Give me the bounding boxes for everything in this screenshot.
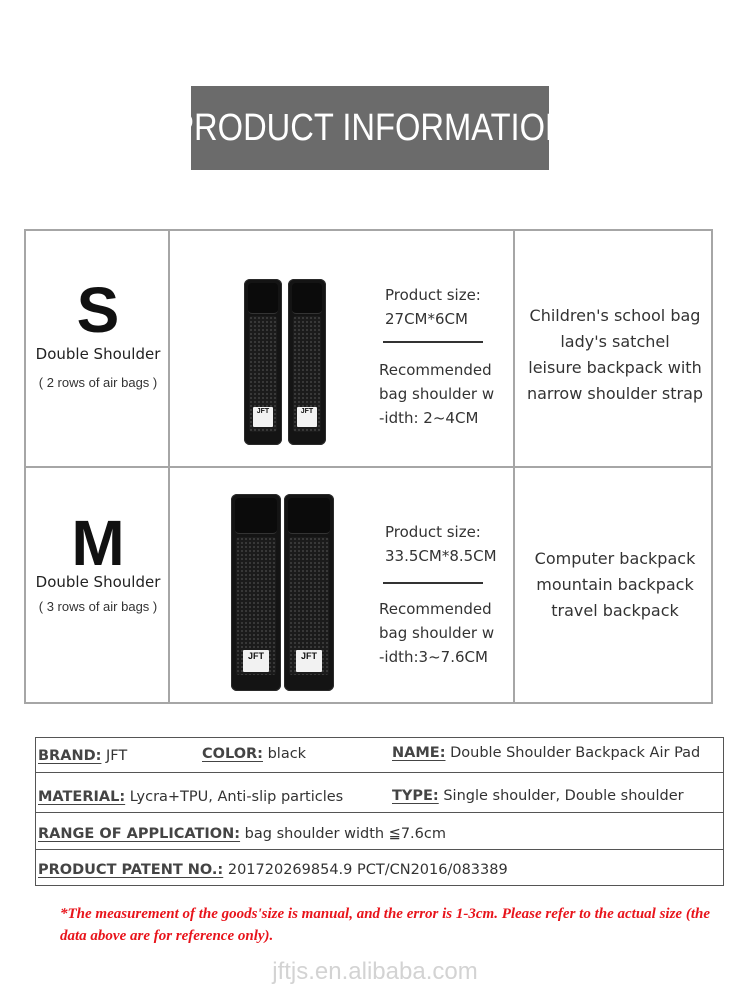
range-field: RANGE OF APPLICATION: bag shoulder width ≦7.6cm <box>38 826 446 842</box>
air-bag-rows-label: ( 3 rows of air bags ) <box>38 599 158 614</box>
usage-item: Children's school bag <box>529 306 701 325</box>
info-row <box>36 772 723 813</box>
usage-item: Computer backpack <box>534 549 696 568</box>
shoulder-pad <box>244 279 282 445</box>
usage-item: leisure backpack with <box>528 358 702 377</box>
brand-tag: JFT <box>296 650 322 672</box>
recommended-line: -idth: 2~4CM <box>379 409 479 427</box>
product-size-value: 27CM*6CM <box>385 310 468 328</box>
recommended-line: bag shoulder w <box>379 385 495 403</box>
info-row <box>36 812 723 850</box>
product-size-label: Product size: <box>385 523 481 541</box>
product-size-value: 33.5CM*8.5CM <box>385 547 497 565</box>
spec-divider <box>383 341 483 343</box>
recommended-line: Recommended <box>379 361 492 379</box>
name-field: NAME: Double Shoulder Backpack Air Pad <box>392 745 701 761</box>
shoulder-type-label: Double Shoulder <box>35 573 161 591</box>
air-bag-rows-label: ( 2 rows of air bags ) <box>38 375 158 390</box>
brand-field: BRAND: JFT <box>38 748 128 764</box>
recommended-line: bag shoulder w <box>379 624 495 642</box>
page-title-banner <box>171 86 569 170</box>
product-size-table <box>24 229 713 704</box>
shoulder-pad <box>231 494 281 691</box>
color-field: COLOR: black <box>202 746 307 762</box>
shoulder-pad <box>288 279 326 445</box>
spec-divider <box>383 582 483 584</box>
usage-list-s <box>517 303 713 407</box>
size-letter-s: S <box>76 274 120 346</box>
recommended-line: Recommended <box>379 600 492 618</box>
recommended-line: -idth:3~7.6CM <box>379 648 488 666</box>
shoulder-type-label: Double Shoulder <box>35 345 161 363</box>
watermark: jftjs.en.alibaba.com <box>272 958 478 985</box>
brand-tag: JFT <box>253 407 273 427</box>
size-letter-m: M <box>71 507 125 579</box>
usage-item: narrow shoulder strap <box>526 384 704 403</box>
info-row <box>36 849 723 885</box>
page-title: PRODUCT INFORMATION <box>171 106 569 149</box>
shoulder-pad <box>284 494 334 691</box>
usage-item: lady's satchel <box>560 332 670 351</box>
brand-tag: JFT <box>243 650 269 672</box>
measurement-note: *The measurement of the goods'size is manual, and the error is 1-3cm. Please refer to the actual size (the data above are for reference only). <box>60 906 710 944</box>
usage-item: travel backpack <box>551 601 679 620</box>
material-field: MATERIAL: Lycra+TPU, Anti-slip particles <box>38 789 344 805</box>
product-info-table <box>35 737 724 886</box>
type-field: TYPE: Single shoulder, Double shoulder <box>392 788 684 804</box>
brand-tag: JFT <box>297 407 317 427</box>
patent-field: PRODUCT PATENT NO.: 201720269854.9 PCT/CN2016/083389 <box>38 862 508 878</box>
usage-list-m <box>517 546 713 624</box>
usage-item: mountain backpack <box>536 575 694 594</box>
table-divider <box>26 466 711 468</box>
product-size-label: Product size: <box>385 286 481 304</box>
info-row <box>36 738 723 773</box>
